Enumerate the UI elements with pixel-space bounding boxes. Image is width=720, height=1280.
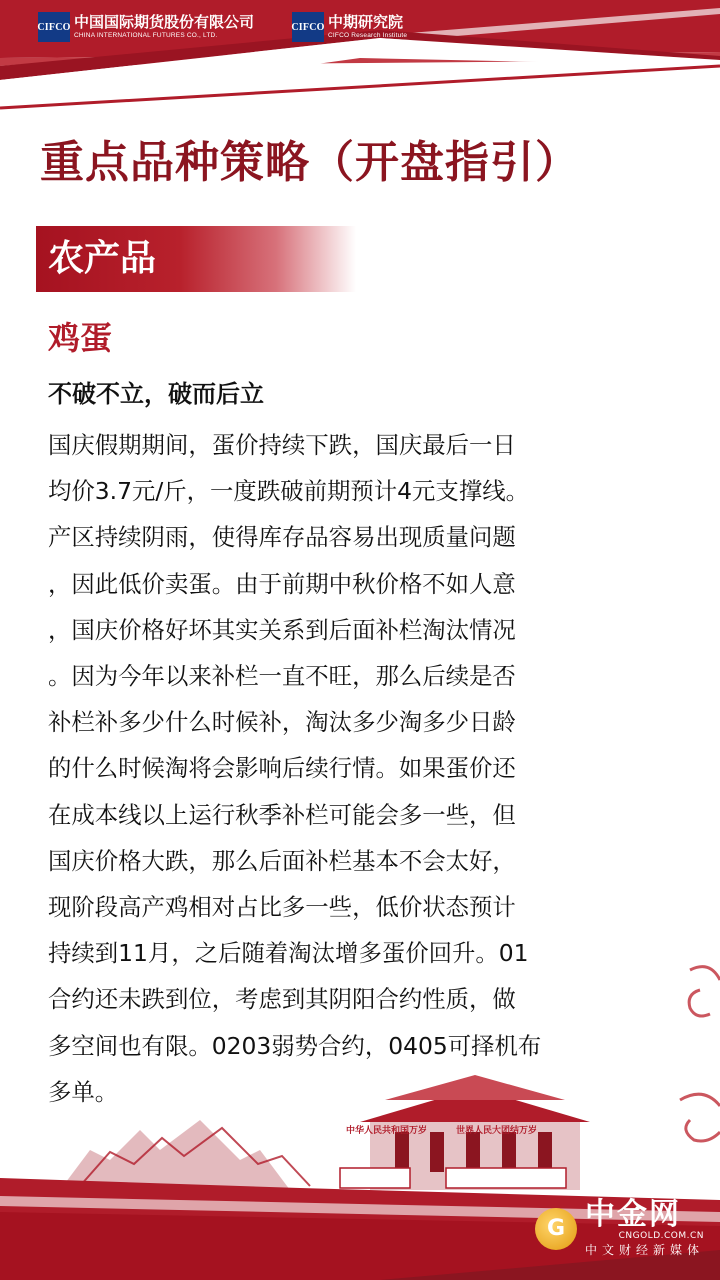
- body-line: 多空间也有限。0203弱势合约，0405可择机布: [48, 1031, 542, 1060]
- cifco-logo-mark: CIFCO: [38, 12, 70, 42]
- body-line: 产区持续阴雨，使得库存品容易出现质量问题: [48, 523, 516, 552]
- footer: [0, 950, 720, 1280]
- company-name-en: CHINA INTERNATIONAL FUTURES CO., LTD.: [74, 32, 218, 39]
- cloud-ornament-icon: [680, 967, 720, 1141]
- body-line: 。因为今年以来补栏一直不旺，那么后续是否: [48, 662, 516, 691]
- body-line: 均价3.7元/斤，一度跌破前期预计4元支撑线。: [48, 477, 529, 506]
- product-name: 鸡蛋: [48, 319, 113, 357]
- cngold-logo-icon: G: [535, 1208, 577, 1250]
- header: [0, 0, 720, 110]
- research-institute-logo: [292, 12, 407, 42]
- body-line: 的什么时候淘将会影响后续行情。如果蛋价还: [48, 754, 516, 783]
- body-line: 多单。: [48, 1077, 119, 1106]
- great-wall-icon: [60, 1120, 290, 1190]
- body-line: 在成本线以上运行秋季补栏可能会多一些，但: [48, 800, 516, 829]
- research-name-en: CIFCO Research Institute: [328, 32, 408, 39]
- watermark-name: 中金网: [584, 1197, 681, 1232]
- banner-left: 中华人民共和国万岁: [346, 1126, 428, 1136]
- body-line: ，国庆价格好坏其实关系到后面补栏淘汰情况: [48, 615, 516, 644]
- cifco-logo: [38, 12, 254, 42]
- body-line: 持续到11月，之后随着淘汰增多蛋价回升。01: [48, 939, 529, 968]
- body-line: 合约还未跌到位，考虑到其阴阳合约性质，做: [48, 985, 516, 1014]
- banner-right: 世界人民大团结万岁: [456, 1126, 538, 1136]
- body-line: ，因此低价卖蛋。由于前期中秋价格不如人意: [48, 569, 516, 598]
- body-line: 补栏补多少什么时候补，淘汰多少淘多少日龄: [48, 708, 516, 737]
- body-line: 现阶段高产鸡相对占比多一些，低价状态预计: [48, 893, 516, 922]
- cngold-watermark: [535, 1199, 704, 1258]
- section-label: 农产品: [48, 238, 157, 279]
- research-name-cn: 中期研究院: [328, 13, 404, 31]
- company-name-cn: 中国国际期货股份有限公司: [74, 13, 255, 31]
- watermark-url: CNGOLD.COM.CN: [618, 1231, 704, 1241]
- body-line: 国庆假期期间，蛋价持续下跌，国庆最后一日: [48, 431, 516, 459]
- subheading: 不破不立，破而后立: [48, 380, 264, 408]
- section-bar: [36, 226, 356, 292]
- research-logo-mark: CIFCO: [292, 12, 324, 42]
- watermark-slogan: 中文财经新媒体: [584, 1243, 704, 1257]
- body-line: 国庆价格大跌，那么后面补栏基本不会太好，: [48, 846, 516, 875]
- page-title: 重点品种策略（开盘指引）: [40, 137, 580, 188]
